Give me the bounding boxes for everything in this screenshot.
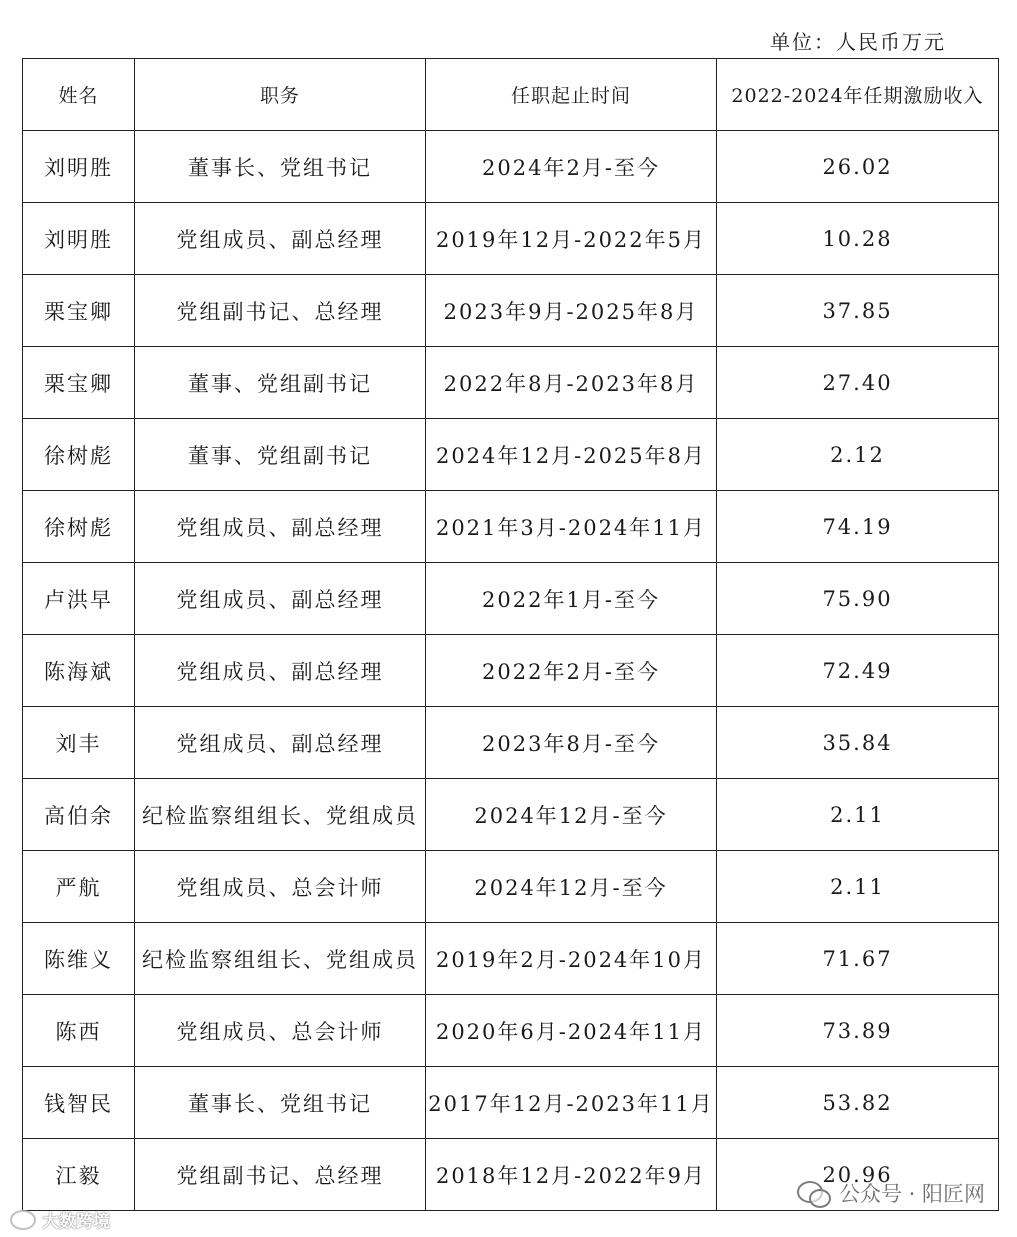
cell-position: 党组成员、总会计师 [135, 995, 426, 1067]
table-row [23, 779, 999, 851]
table-row [23, 995, 999, 1067]
cell-position: 纪检监察组组长、党组成员 [135, 923, 426, 995]
cell-income: 2.11 [717, 851, 999, 923]
brand-logo-icon [10, 1210, 36, 1230]
cell-term: 2024年12月-2025年8月 [426, 419, 717, 491]
table-row [23, 707, 999, 779]
table-row [23, 491, 999, 563]
cell-income: 75.90 [717, 563, 999, 635]
cell-income: 27.40 [717, 347, 999, 419]
cell-position: 董事、党组副书记 [135, 419, 426, 491]
watermark-right-text: 公众号 · 阳匠网 [838, 1182, 985, 1206]
header-position: 职务 [135, 59, 426, 131]
cell-position: 党组成员、副总经理 [135, 203, 426, 275]
cell-position: 董事长、党组书记 [135, 131, 426, 203]
table-row [23, 1067, 999, 1139]
watermark-left-text: 大数跨境 [42, 1212, 110, 1232]
cell-position: 董事长、党组书记 [135, 1067, 426, 1139]
cell-position: 董事、党组副书记 [135, 347, 426, 419]
cell-income: 74.19 [717, 491, 999, 563]
wechat-icon [797, 1179, 831, 1207]
header-term: 任职起止时间 [426, 59, 717, 131]
cell-position: 党组成员、总会计师 [135, 851, 426, 923]
cell-income: 2.11 [717, 779, 999, 851]
cell-position: 党组副书记、总经理 [135, 1139, 426, 1211]
watermark-brand [10, 1207, 110, 1232]
cell-term: 2021年3月-2024年11月 [426, 491, 717, 563]
cell-term: 2020年6月-2024年11月 [426, 995, 717, 1067]
cell-position: 党组成员、副总经理 [135, 491, 426, 563]
cell-income: 35.84 [717, 707, 999, 779]
cell-term: 2023年8月-至今 [426, 707, 717, 779]
cell-position: 纪检监察组组长、党组成员 [135, 779, 426, 851]
cell-term: 2022年2月-至今 [426, 635, 717, 707]
cell-name: 栗宝卿 [23, 347, 135, 419]
cell-term: 2023年9月-2025年8月 [426, 275, 717, 347]
cell-name: 刘丰 [23, 707, 135, 779]
cell-income: 72.49 [717, 635, 999, 707]
cell-term: 2022年8月-2023年8月 [426, 347, 717, 419]
table-row [23, 347, 999, 419]
cell-name: 陈海斌 [23, 635, 135, 707]
cell-position: 党组成员、副总经理 [135, 707, 426, 779]
cell-term: 2019年12月-2022年5月 [426, 203, 717, 275]
cell-term: 2018年12月-2022年9月 [426, 1139, 717, 1211]
cell-name: 钱智民 [23, 1067, 135, 1139]
cell-income: 37.85 [717, 275, 999, 347]
cell-income: 10.28 [717, 203, 999, 275]
cell-income: 71.67 [717, 923, 999, 995]
cell-income: 2.12 [717, 419, 999, 491]
cell-name: 高伯余 [23, 779, 135, 851]
cell-term: 2024年2月-至今 [426, 131, 717, 203]
cell-term: 2017年12月-2023年11月 [426, 1067, 717, 1139]
cell-name: 陈维义 [23, 923, 135, 995]
cell-position: 党组副书记、总经理 [135, 275, 426, 347]
watermark-wechat [797, 1178, 985, 1208]
cell-name: 卢洪早 [23, 563, 135, 635]
table-row [23, 923, 999, 995]
cell-name: 徐树彪 [23, 491, 135, 563]
table-row [23, 419, 999, 491]
cell-name: 刘明胜 [23, 203, 135, 275]
cell-term: 2024年12月-至今 [426, 779, 717, 851]
cell-term: 2019年2月-2024年10月 [426, 923, 717, 995]
table-header-row [23, 59, 999, 131]
cell-name: 陈西 [23, 995, 135, 1067]
cell-name: 徐树彪 [23, 419, 135, 491]
income-table [22, 58, 999, 1211]
table-row [23, 203, 999, 275]
header-name: 姓名 [23, 59, 135, 131]
cell-name: 刘明胜 [23, 131, 135, 203]
cell-name: 严航 [23, 851, 135, 923]
table-row [23, 563, 999, 635]
header-income: 2022-2024年任期激励收入 [717, 59, 999, 131]
cell-income: 73.89 [717, 995, 999, 1067]
cell-name: 江毅 [23, 1139, 135, 1211]
table-row [23, 131, 999, 203]
table-row [23, 851, 999, 923]
cell-term: 2024年12月-至今 [426, 851, 717, 923]
cell-name: 栗宝卿 [23, 275, 135, 347]
cell-position: 党组成员、副总经理 [135, 635, 426, 707]
cell-income: 53.82 [717, 1067, 999, 1139]
cell-income: 26.02 [717, 131, 999, 203]
unit-note: 单位：人民币万元 [770, 30, 946, 54]
cell-term: 2022年1月-至今 [426, 563, 717, 635]
table-row [23, 635, 999, 707]
table-row [23, 275, 999, 347]
cell-income: 20.96 [717, 1139, 999, 1211]
cell-position: 党组成员、副总经理 [135, 563, 426, 635]
